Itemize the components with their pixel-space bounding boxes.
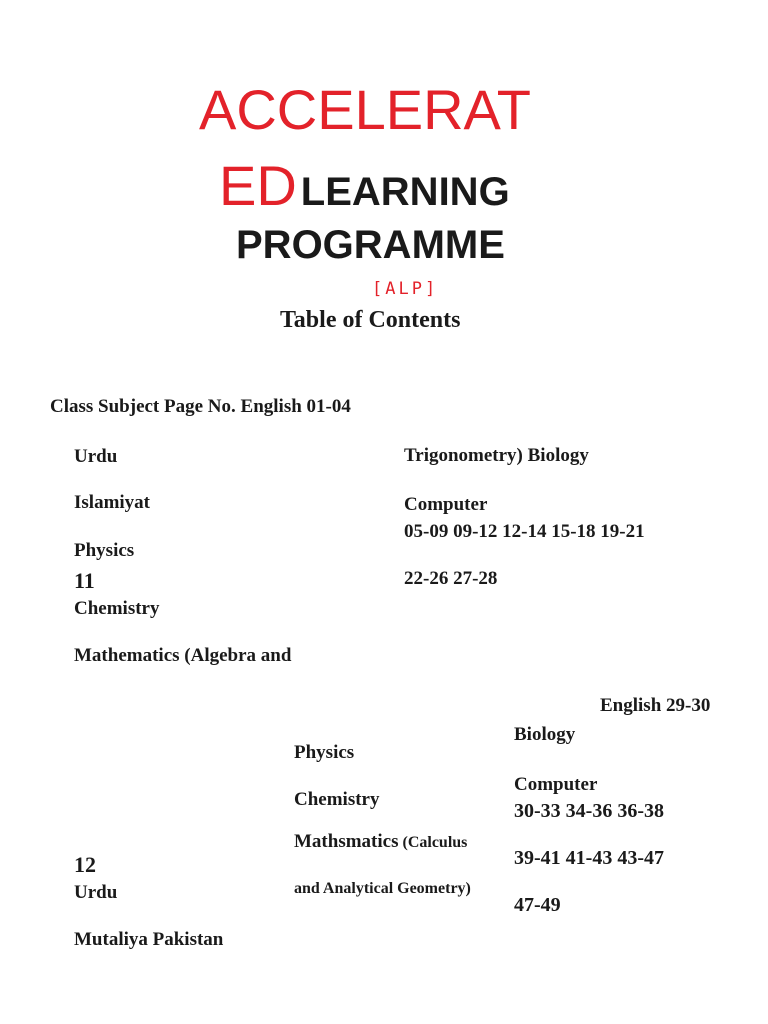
title-line-2	[219, 154, 510, 217]
class12-math-line2: and Analytical Geometry)	[294, 880, 471, 897]
class12-english: English 29-30	[600, 695, 711, 716]
class11-subject-mathematics: Mathematics (Algebra and	[74, 645, 292, 666]
class11-number: 11	[74, 568, 95, 593]
toc-heading: Table of Contents	[280, 307, 461, 333]
class11-right-computer: Computer	[404, 494, 488, 515]
title-acronym: [ALP]	[372, 279, 439, 299]
class11-right-pages-1: 05-09 09-12 12-14 15-18 19-21	[404, 521, 645, 542]
class12-math-main: Mathsmatics	[294, 831, 399, 852]
title-line-2-black: LEARNING	[300, 170, 510, 214]
class12-pages-3: 47-49	[514, 894, 561, 916]
class12-pages-1: 30-33 34-36 36-38	[514, 800, 664, 822]
title-line-1: ACCELERAT	[199, 78, 531, 141]
class12-subject-mathematics	[294, 831, 467, 853]
class11-right-pages-2: 22-26 27-28	[404, 568, 498, 589]
class12-subject-urdu: Urdu	[74, 882, 118, 903]
title-line-3: PROGRAMME	[236, 223, 505, 267]
table-header-row: Class Subject Page No. English 01-04	[50, 396, 351, 417]
class12-math-paren: (Calculus	[402, 834, 468, 851]
class12-number: 12	[74, 852, 96, 877]
class12-subject-pakistan: Mutaliya Pakistan	[74, 929, 224, 950]
class12-biology: Biology	[514, 724, 576, 745]
class12-subject-chemistry: Chemistry	[294, 789, 380, 810]
class11-right-trig-biology: Trigonometry) Biology	[404, 445, 589, 466]
class11-subject-islamiyat: Islamiyat	[74, 492, 150, 513]
class11-subject-physics: Physics	[74, 540, 135, 561]
class12-computer: Computer	[514, 774, 598, 795]
class11-subject-chemistry: Chemistry	[74, 598, 160, 619]
class12-pages-2: 39-41 41-43 43-47	[514, 847, 664, 869]
class12-subject-physics: Physics	[294, 742, 355, 763]
title-line-2-red: ED	[219, 154, 297, 217]
class11-subject-urdu: Urdu	[74, 446, 118, 467]
